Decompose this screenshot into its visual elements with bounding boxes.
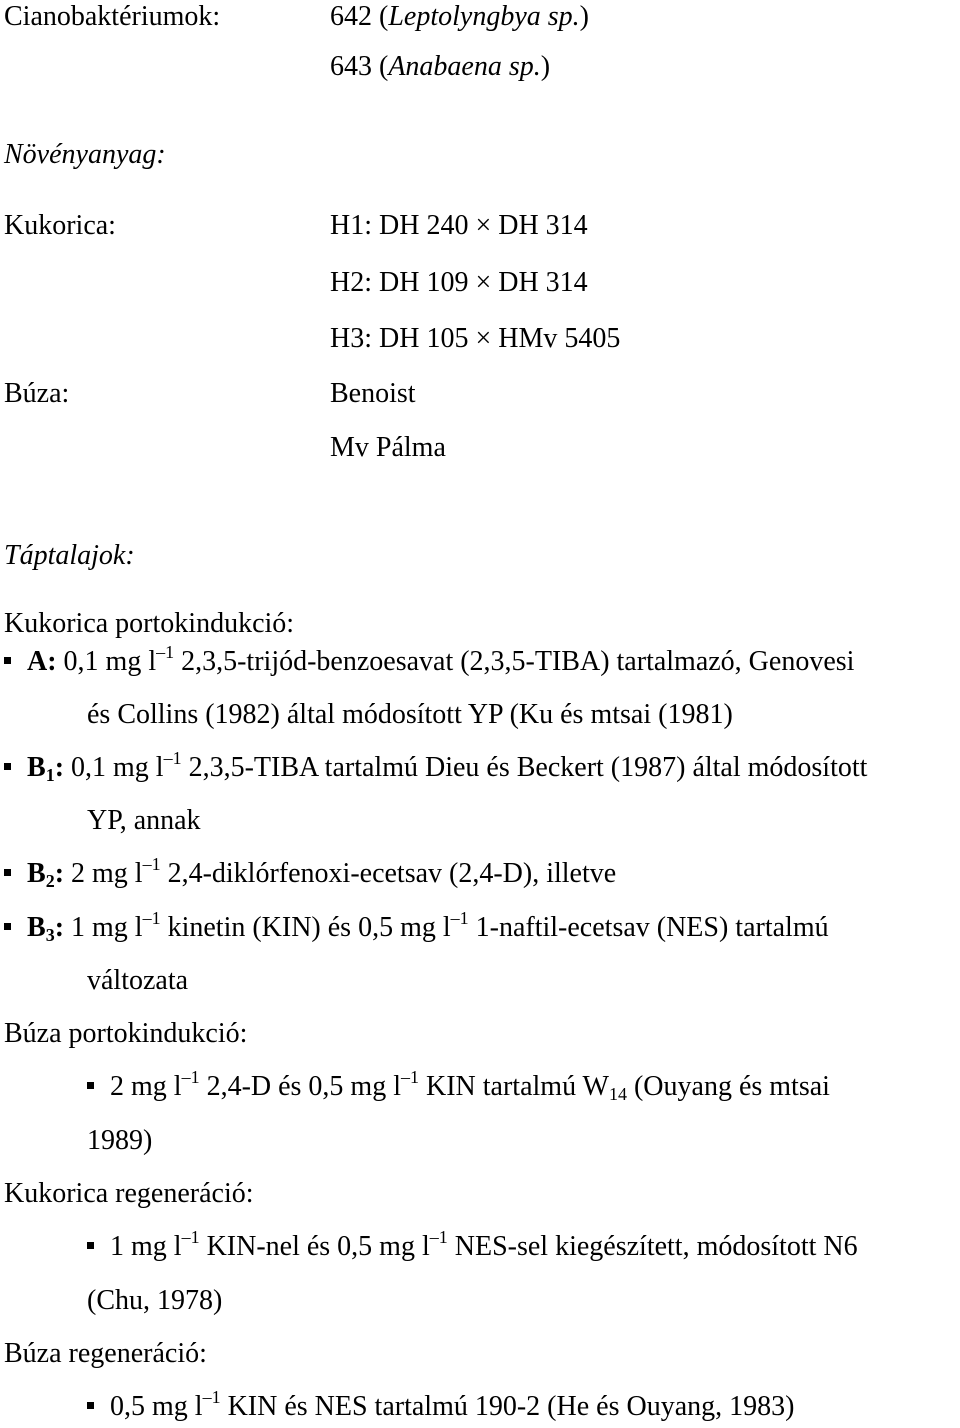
- bullet-icon: [4, 923, 11, 930]
- wheat-induction-continued: 1989): [87, 1125, 153, 1156]
- wheat-regeneration-label: Búza regeneráció:: [4, 1338, 207, 1369]
- medium-a: A: 0,1 mg $l^{-1}$ 2,3,5-trijód-benzoesavat (2,3,5-TIBA) tartalmazó, Genovesi: [4, 645, 854, 679]
- wheat-induction-label: Búza portokindukció:: [4, 1018, 248, 1049]
- maize-regeneration-label: Kukorica regeneráció:: [4, 1178, 254, 1209]
- medium-b3-continued: változata: [87, 965, 189, 996]
- strain-643: 643 (Anabaena sp.): [330, 51, 551, 82]
- strain-642: 642 (Leptolyngbya sp.): [330, 1, 589, 32]
- medium-b1-continued: YP, annak: [87, 805, 201, 836]
- medium-b2: $B_2$: 2 mg $l^{-1}$ 2,4-diklórfenoxi-ecetsav (2,4-D), illetve: [4, 857, 616, 891]
- maize-label: Kukorica:: [4, 210, 116, 241]
- wheat-variety-mv-palma: Mv Pálma: [330, 432, 446, 463]
- wheat-variety-benoist: Benoist: [330, 378, 416, 409]
- bullet-icon: [87, 1082, 94, 1089]
- maize-induction-label: Kukorica portokindukció:: [4, 608, 295, 639]
- wheat-label: Búza:: [4, 378, 70, 409]
- medium-a-continued: és Collins (1982) által módosított YP (Ku és mtsai (1981): [87, 699, 733, 730]
- maize-hybrid-h1: H1: DH 240 × DH 314: [330, 210, 588, 241]
- bullet-icon: [4, 657, 11, 664]
- maize-hybrid-h2: H2: DH 109 × DH 314: [330, 267, 588, 298]
- cyanobacteria-label: Cianobaktériumok:: [4, 1, 221, 32]
- medium-b3: $B_3$: 1 mg $l^{-1}$ kinetin (KIN) és 0,5 mg $l^{-1}$ 1-naftil-ecetsav (NES) tartalmú: [4, 911, 829, 945]
- maize-regeneration-medium: 1 mg $l^{-1}$ KIN-nel és 0,5 mg $l^{-1}$ NES-sel kiegészített, módosított N6: [87, 1230, 858, 1264]
- wheat-regeneration-medium: 0,5 mg $l^{-1}$ KIN és NES tartalmú 190-2 (He és Ouyang, 1983): [87, 1390, 794, 1424]
- bullet-icon: [87, 1402, 94, 1409]
- plant-material-heading: Növényanyag:: [4, 139, 166, 170]
- bullet-icon: [4, 763, 11, 770]
- medium-b1: $B_1$: 0,1 mg $l^{-1}$ 2,3,5-TIBA tartalmú Dieu és Beckert (1987) által módosított: [4, 751, 867, 785]
- media-heading: Táptalajok:: [4, 540, 135, 571]
- maize-hybrid-h3: H3: DH 105 × HMv 5405: [330, 323, 621, 354]
- wheat-induction-medium: 2 mg $l^{-1}$ 2,4-D és 0,5 mg $l^{-1}$ KIN tartalmú $W_{14}$ (Ouyang és mtsai: [87, 1070, 830, 1104]
- bullet-icon: [4, 869, 11, 876]
- maize-regeneration-continued: (Chu, 1978): [87, 1285, 223, 1316]
- bullet-icon: [87, 1242, 94, 1249]
